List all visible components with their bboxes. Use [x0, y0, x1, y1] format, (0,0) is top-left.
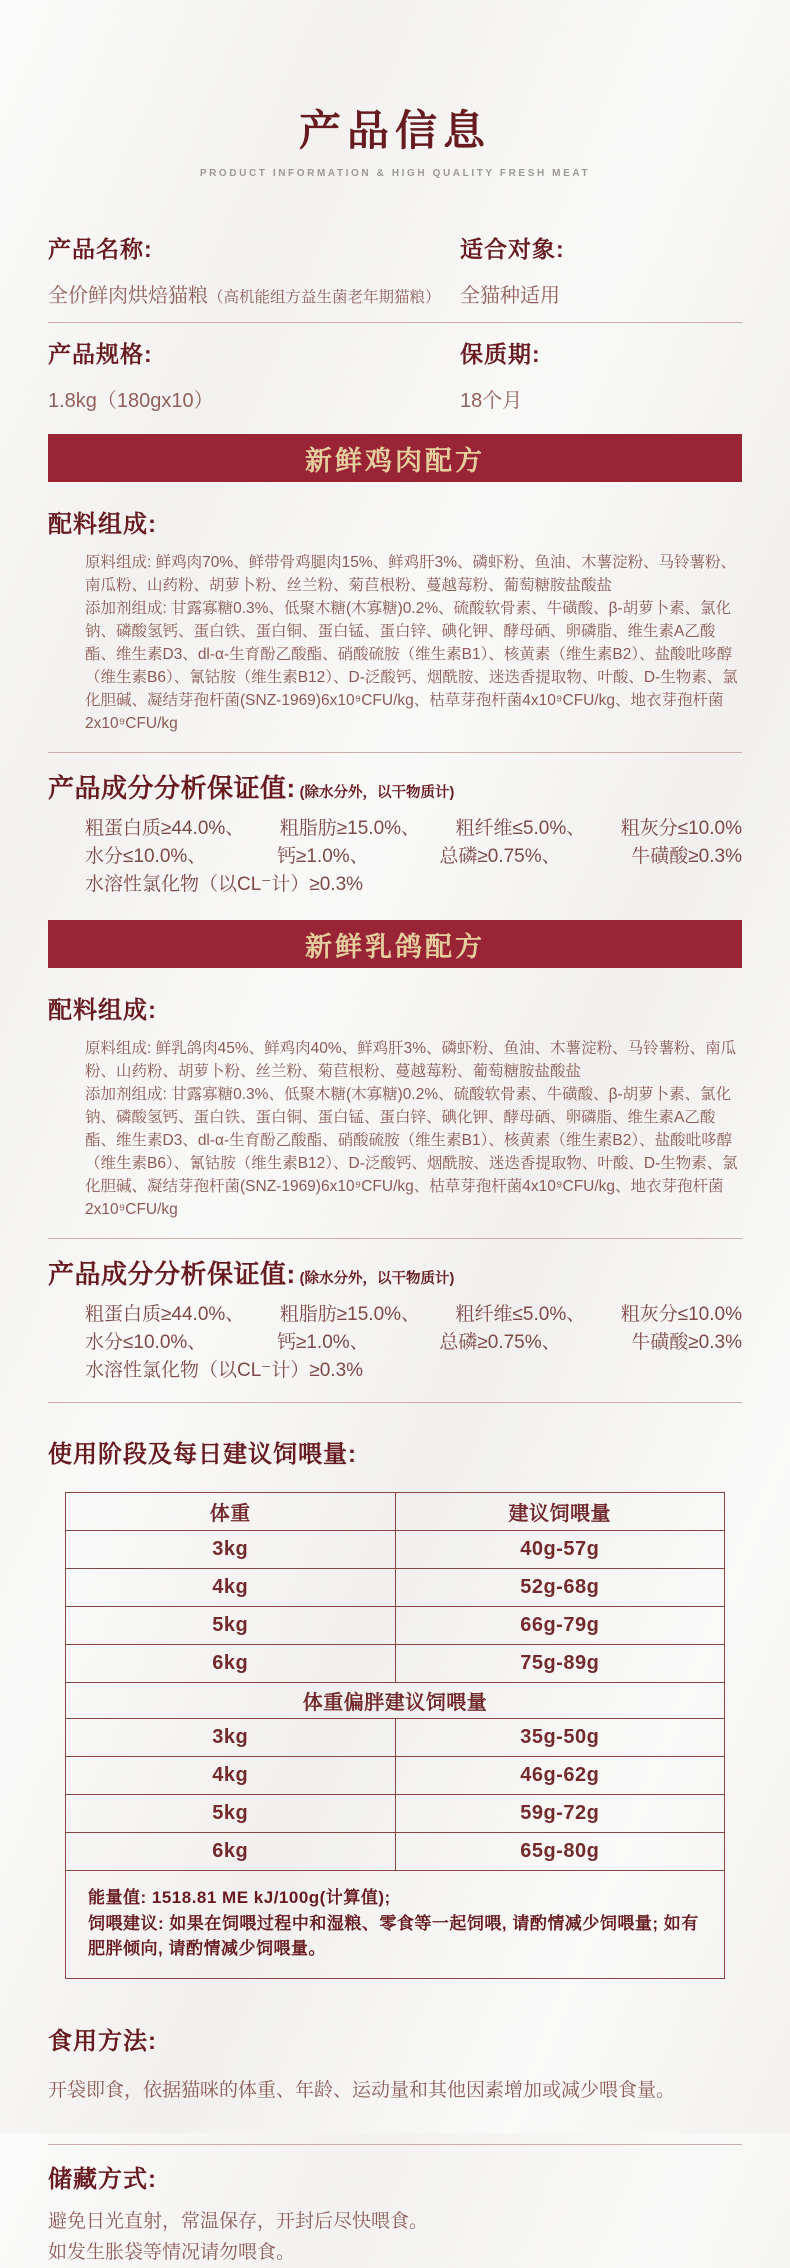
- overweight-header-row: [66, 1683, 725, 1719]
- basic-info-grid: [48, 231, 742, 413]
- formula1-ingredients-title: 配料组成:: [48, 511, 157, 538]
- formula1-ingredients: [48, 551, 742, 735]
- analysis-row: 粗蛋白质≥44.0%、 粗脂肪≥15.0%、 粗纤维≤5.0%、 粗灰分≤10.0%: [85, 818, 742, 839]
- page-subtitle: PRODUCT INFORMATION & HIGH QUALITY FRESH MEAT: [199, 168, 591, 179]
- storage-line: 避免日光直射，常温保存，开封后尽快喂食。: [48, 2210, 429, 2232]
- formula2-additives: 添加剂组成: 甘露寡糖0.3%、低聚木糖(木寡糖)0.2%、硫酸软骨素、牛磺酸、β-胡萝卜素、氯化钠、磷酸氢钙、蛋白铁、蛋白铜、蛋白锰、蛋白锌、碘化钾、酵母硒、卵磷脂、维生素A乙酸酯、维生素D3、dl-α-生育酚乙酸酯、硝酸硫胺（维生素B1）、核黄素（维生素B2）、盐酸吡哆醇（维生素B6）、氰钴胺（维生素B12）、D-泛酸钙、烟酰胺、迷迭香提取物、叶酸、D-生物素、氯化胆碱、凝结芽孢杆菌(SNZ-1969)6x10⁹CFU/kg、枯草芽孢杆菌4x10⁹CFU/kg、地衣芽孢杆菌2x10⁹CFU/kg: [85, 1086, 738, 1218]
- energy-value-note: 能量值: 1518.81 ME kJ/100g(计算值);: [88, 1888, 391, 1907]
- info-divider: [48, 322, 742, 323]
- table-row: 5kg 59g-72g: [66, 1795, 725, 1833]
- formula2-analysis-title: 产品成分分析保证值:: [48, 1259, 296, 1289]
- formula1-analysis-header: [48, 768, 742, 805]
- amount-column-header: 建议饲喂量: [395, 1493, 725, 1531]
- feeding-section-title: 使用阶段及每日建议饲喂量:: [48, 1441, 357, 1468]
- formula1-analysis-title: 产品成分分析保证值:: [48, 773, 296, 803]
- table-row: 4kg 52g-68g: [66, 1569, 725, 1607]
- formula2-analysis-values: [48, 1301, 742, 1385]
- section-divider: [48, 1238, 742, 1239]
- formula1-analysis-values: [48, 815, 742, 899]
- section-divider: [48, 2144, 742, 2145]
- table-row: 3kg 40g-57g: [66, 1531, 725, 1569]
- formula1-analysis-note: (除水分外，以干物质计): [299, 785, 455, 801]
- product-name-label: 产品名称:: [48, 236, 153, 262]
- target-label: 适合对象:: [460, 236, 565, 262]
- formula2-analysis-note: (除水分外，以干物质计): [299, 1271, 455, 1287]
- table-row: 6kg 65g-80g: [66, 1833, 725, 1871]
- weight-column-header: 体重: [66, 1493, 396, 1531]
- section-divider: [48, 752, 742, 753]
- formula2-ingredients: [48, 1037, 742, 1221]
- analysis-row: 粗蛋白质≥44.0%、 粗脂肪≥15.0%、 粗纤维≤5.0%、 粗灰分≤10.0%: [85, 1304, 742, 1325]
- target-value: 全猫种适用: [460, 285, 560, 307]
- page-header: [48, 0, 742, 179]
- feeding-advice-note: 饲喂建议: 如果在饲喂过程中和湿粮、零食等一起饲喂, 请酌情减少饲喂量; 如有肥胖倾向, 请酌情减少饲喂量。: [88, 1913, 699, 1958]
- spec-value: 1.8kg（180gx10）: [48, 390, 214, 412]
- analysis-row: 水分≤10.0%、 钙≥1.0%、 总磷≥0.75%、 牛磺酸≥0.3%: [85, 846, 742, 867]
- table-row: 4kg 46g-62g: [66, 1757, 725, 1795]
- product-name-note: （高机能组方益生菌老年期猫粮）: [208, 289, 441, 306]
- storage-section-title: 储藏方式:: [48, 2165, 157, 2193]
- shelf-life-value: 18个月: [460, 390, 523, 412]
- formula2-ingredients-title: 配料组成:: [48, 997, 157, 1024]
- product-name-value: 全价鲜肉烘焙猫粮（高机能组方益生菌老年期猫粮）: [48, 285, 441, 307]
- shelf-life-label: 保质期:: [460, 341, 541, 367]
- notes-row: [66, 1871, 725, 1979]
- usage-body: 开袋即食，依据猫咪的体重、年龄、运动量和其他因素增加或减少喂食量。: [48, 2079, 676, 2101]
- target-cell: [460, 231, 742, 308]
- feeding-notes-cell: [66, 1871, 725, 1979]
- storage-line: 如发生胀袋等情况请勿喂食。: [48, 2241, 296, 2263]
- table-row: 3kg 35g-50g: [66, 1719, 725, 1757]
- spec-label: 产品规格:: [48, 341, 153, 367]
- formula1-banner: 新鲜鸡肉配方: [48, 434, 742, 482]
- feeding-table: [65, 1492, 725, 1979]
- analysis-row: 水溶性氯化物（以CL⁻计）≥0.3%: [85, 874, 364, 895]
- shelf-life-cell: [460, 336, 742, 413]
- storage-body: [48, 2206, 742, 2268]
- formula1-raw-ingredients: 原料组成: 鲜鸡肉70%、鲜带骨鸡腿肉15%、鲜鸡肝3%、磷虾粉、鱼油、木薯淀粉、马铃薯粉、南瓜粉、山药粉、胡萝卜粉、丝兰粉、菊苣根粉、蔓越莓粉、葡萄糖胺盐酸盐: [85, 554, 737, 594]
- spec-cell: [48, 336, 460, 413]
- analysis-row: 水分≤10.0%、 钙≥1.0%、 总磷≥0.75%、 牛磺酸≥0.3%: [85, 1332, 742, 1353]
- formula1-additives: 添加剂组成: 甘露寡糖0.3%、低聚木糖(木寡糖)0.2%、硫酸软骨素、牛磺酸、β-胡萝卜素、氯化钠、磷酸氢钙、蛋白铁、蛋白铜、蛋白锰、蛋白锌、碘化钾、酵母硒、卵磷脂、维生素A乙酸酯、维生素D3、dl-α-生育酚乙酸酯、硝酸硫胺（维生素B1）、核黄素（维生素B2）、盐酸吡哆醇（维生素B6）、氰钴胺（维生素B12）、D-泛酸钙、烟酰胺、迷迭香提取物、叶酸、D-生物素、氯化胆碱、凝结芽孢杆菌(SNZ-1969)6x10⁹CFU/kg、枯草芽孢杆菌4x10⁹CFU/kg、地衣芽孢杆菌2x10⁹CFU/kg: [85, 600, 738, 732]
- formula2-raw-ingredients: 原料组成: 鲜乳鸽肉45%、鲜鸡肉40%、鲜鸡肝3%、磷虾粉、鱼油、木薯淀粉、马铃薯粉、南瓜粉、山药粉、胡萝卜粉、丝兰粉、菊苣根粉、蔓越莓粉、葡萄糖胺盐酸盐: [85, 1040, 737, 1080]
- analysis-row: 水溶性氯化物（以CL⁻计）≥0.3%: [85, 1360, 364, 1381]
- product-name-cell: [48, 231, 460, 308]
- table-row: 5kg 66g-79g: [66, 1607, 725, 1645]
- overweight-section-header: 体重偏胖建议饲喂量: [66, 1683, 725, 1719]
- table-row: 6kg 75g-89g: [66, 1645, 725, 1683]
- page-title: 产品信息: [298, 107, 491, 154]
- section-divider: [48, 1402, 742, 1403]
- table-header-row: [66, 1493, 725, 1531]
- formula2-analysis-header: [48, 1254, 742, 1291]
- usage-section-title: 食用方法:: [48, 2027, 157, 2055]
- formula2-banner: 新鲜乳鸽配方: [48, 920, 742, 968]
